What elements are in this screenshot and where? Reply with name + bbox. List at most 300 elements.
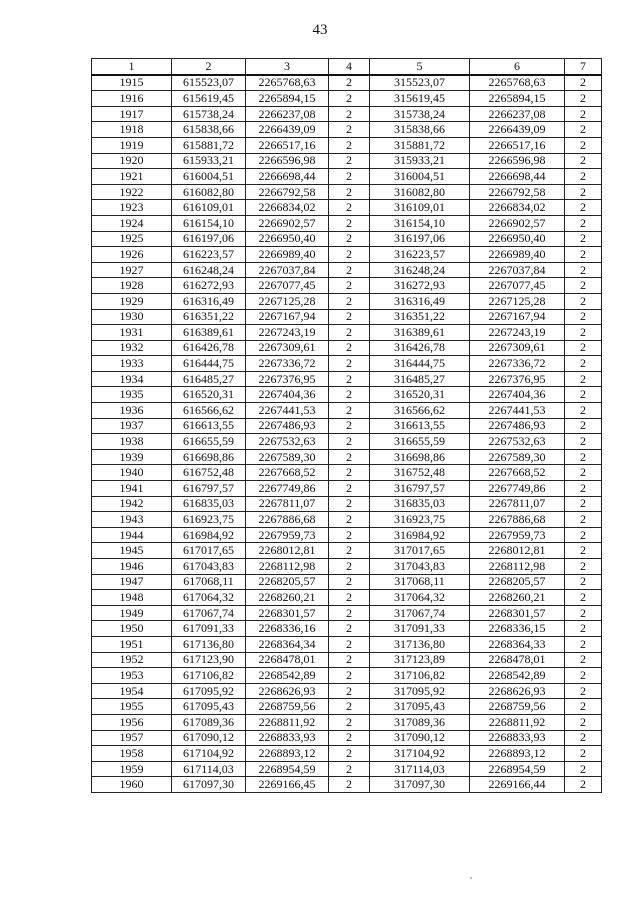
table-cell: 617104,92 [172,746,246,762]
table-cell: 616223,57 [172,247,246,263]
table-row [92,543,602,559]
table-cell: 2 [329,340,370,356]
table-row [92,153,602,169]
table-cell: 617095,43 [172,699,246,715]
table-cell: 2267243,19 [246,325,329,341]
table-cell: 2 [329,231,370,247]
table-cell: 317068,11 [370,574,470,590]
table-cell: 2 [329,184,370,200]
table-cell: 2266439,09 [246,122,329,138]
table-cell: 2267811,07 [246,496,329,512]
table-cell: 2266834,02 [246,200,329,216]
table-cell: 317114,03 [370,761,470,777]
table-cell: 2 [329,418,370,434]
table-cell: 2 [329,543,370,559]
table-cell: 1918 [92,122,172,138]
table-cell: 2 [565,761,602,777]
table-cell: 2266517,16 [246,137,329,153]
table-cell: 2 [329,527,370,543]
table-cell: 616444,75 [172,356,246,372]
table-cell: 2 [329,559,370,575]
table-row [92,636,602,652]
table-cell: 2 [329,169,370,185]
table-cell: 2 [329,403,370,419]
table-cell: 2267589,30 [470,449,565,465]
table-cell: 617068,11 [172,574,246,590]
header-cell: 2 [172,59,246,75]
table-cell: 2 [329,605,370,621]
table-cell: 2 [565,621,602,637]
table-cell: 315933,21 [370,153,470,169]
table-cell: 2267404,36 [246,387,329,403]
table-row [92,683,602,699]
table-row [92,356,602,372]
table-cell: 1943 [92,512,172,528]
table-cell: 2268626,93 [470,683,565,699]
table-cell: 2268811,92 [246,714,329,730]
table-cell: 2268833,93 [470,730,565,746]
table-cell: 2 [329,356,370,372]
table-cell: 317097,30 [370,777,470,793]
table-cell: 2268012,81 [470,543,565,559]
table-cell: 616389,61 [172,325,246,341]
table-cell: 317136,80 [370,636,470,652]
table-row [92,527,602,543]
table-cell: 1949 [92,605,172,621]
table-cell: 2266517,16 [470,137,565,153]
table-cell: 617043,83 [172,559,246,575]
table-cell: 1928 [92,278,172,294]
header-cell: 3 [246,59,329,75]
table-cell: 1947 [92,574,172,590]
table-cell: 617123,90 [172,652,246,668]
table-cell: 1934 [92,371,172,387]
table-row [92,652,602,668]
table-row [92,325,602,341]
table-cell: 616613,55 [172,418,246,434]
table-cell: 2268336,16 [246,621,329,637]
table-row [92,481,602,497]
table-cell: 2267404,36 [470,387,565,403]
header-cell: 7 [565,59,602,75]
table-cell: 317123,89 [370,652,470,668]
table-cell: 2 [565,481,602,497]
table-cell: 1923 [92,200,172,216]
table-cell: 2268478,01 [470,652,565,668]
table-cell: 315619,45 [370,91,470,107]
header-row [92,59,602,75]
table-cell: 616082,80 [172,184,246,200]
table-cell: 2 [565,309,602,325]
table-cell: 2265768,63 [246,75,329,91]
table-cell: 616351,22 [172,309,246,325]
table-cell: 1951 [92,636,172,652]
table-cell: 2 [565,418,602,434]
table-cell: 2 [565,184,602,200]
table-cell: 2267749,86 [470,481,565,497]
table-cell: 316613,55 [370,418,470,434]
table-body [92,75,602,793]
table-cell: 316426,78 [370,340,470,356]
table-cell: 2 [329,200,370,216]
table-cell: 2267811,07 [470,496,565,512]
table-cell: 2267167,94 [246,309,329,325]
table-cell: 2267125,28 [246,293,329,309]
table-cell: 316923,75 [370,512,470,528]
table-cell: 2 [565,106,602,122]
table-row [92,184,602,200]
table-cell: 1927 [92,262,172,278]
table-cell: 317067,74 [370,605,470,621]
table-cell: 2 [329,262,370,278]
table-cell: 2267077,45 [246,278,329,294]
table-cell: 316197,06 [370,231,470,247]
table-cell: 617017,65 [172,543,246,559]
table-cell: 2 [329,293,370,309]
table-cell: 2267532,63 [246,434,329,450]
table-cell: 2 [329,777,370,793]
table-cell: 316316,49 [370,293,470,309]
table-cell: 2266792,58 [470,184,565,200]
table-cell: 2 [565,636,602,652]
table-cell: 2267959,73 [470,527,565,543]
table-cell: 1929 [92,293,172,309]
table-row [92,746,602,762]
table-row [92,91,602,107]
table-cell: 1944 [92,527,172,543]
table-row [92,434,602,450]
table-cell: 1942 [92,496,172,512]
table-cell: 2 [565,215,602,231]
table-cell: 2 [565,293,602,309]
table-cell: 2 [329,714,370,730]
table-cell: 317095,43 [370,699,470,715]
table-cell: 2268954,59 [470,761,565,777]
table-cell: 316004,51 [370,169,470,185]
header-cell: 6 [470,59,565,75]
table-cell: 2268811,92 [470,714,565,730]
table-cell: 616197,06 [172,231,246,247]
table-cell: 317104,92 [370,746,470,762]
table-cell: 2268301,57 [470,605,565,621]
table-cell: 317106,82 [370,668,470,684]
table-row [92,496,602,512]
table-cell: 2 [565,652,602,668]
table-cell: 616797,57 [172,481,246,497]
table-cell: 617090,12 [172,730,246,746]
table-cell: 2 [329,481,370,497]
header-cell: 4 [329,59,370,75]
table-cell: 2 [565,714,602,730]
table-cell: 2 [329,387,370,403]
table-cell: 2267441,53 [246,403,329,419]
table-row [92,106,602,122]
table-cell: 316520,31 [370,387,470,403]
table-cell: 1920 [92,153,172,169]
table-cell: 2 [329,91,370,107]
table-cell: 2265894,15 [246,91,329,107]
table-cell: 2 [565,699,602,715]
table-cell: 2 [329,621,370,637]
table-row [92,590,602,606]
table-cell: 2 [329,247,370,263]
table-cell: 1932 [92,340,172,356]
table-row [92,122,602,138]
table-cell: 1959 [92,761,172,777]
table-cell: 2268759,56 [470,699,565,715]
table-cell: 616655,59 [172,434,246,450]
table-cell: 1950 [92,621,172,637]
table-cell: 316109,01 [370,200,470,216]
table-cell: 316389,61 [370,325,470,341]
table-cell: 616485,27 [172,371,246,387]
table-cell: 2 [565,449,602,465]
table-cell: 2 [565,777,602,793]
table-cell: 1945 [92,543,172,559]
table-cell: 2267886,68 [470,512,565,528]
table-cell: 2268112,98 [246,559,329,575]
table-cell: 2 [329,746,370,762]
table-cell: 2268012,81 [246,543,329,559]
table-cell: 2268833,93 [246,730,329,746]
table-cell: 2267336,72 [246,356,329,372]
table-cell: 2267668,52 [470,465,565,481]
table-cell: 1957 [92,730,172,746]
table-cell: 2 [565,387,602,403]
table-cell: 1930 [92,309,172,325]
table-cell: 2 [565,496,602,512]
table-cell: 616752,48 [172,465,246,481]
table-cell: 2268954,59 [246,761,329,777]
table-cell: 2 [565,730,602,746]
table-cell: 617064,32 [172,590,246,606]
table-cell: 2 [565,371,602,387]
table-cell: 2267486,93 [246,418,329,434]
table-cell: 2 [565,574,602,590]
table-cell: 316984,92 [370,527,470,543]
table-cell: 1925 [92,231,172,247]
table-cell: 1922 [92,184,172,200]
table-cell: 2268542,89 [470,668,565,684]
table-cell: 1936 [92,403,172,419]
page-number: 43 [312,22,328,38]
table-cell: 316797,57 [370,481,470,497]
table-cell: 2266902,57 [246,215,329,231]
table-cell: 317090,12 [370,730,470,746]
table-row [92,403,602,419]
table-row [92,371,602,387]
table-cell: 2 [565,122,602,138]
table-cell: 2268205,57 [246,574,329,590]
scan-speck [470,877,472,879]
table-cell: 1941 [92,481,172,497]
table-cell: 617089,36 [172,714,246,730]
table-cell: 2 [565,91,602,107]
table-cell: 2 [565,465,602,481]
table-cell: 615523,07 [172,75,246,91]
table-cell: 2268260,21 [470,590,565,606]
table-row [92,262,602,278]
table-cell: 316485,27 [370,371,470,387]
table-cell: 615881,72 [172,137,246,153]
table-cell: 2 [329,590,370,606]
table-cell: 617136,80 [172,636,246,652]
table-cell: 2266698,44 [470,169,565,185]
table-row [92,512,602,528]
table-cell: 316248,24 [370,262,470,278]
header-cell: 5 [370,59,470,75]
table-cell: 2266698,44 [246,169,329,185]
table-cell: 2268626,93 [246,683,329,699]
table-cell: 2268112,98 [470,559,565,575]
table-cell: 2 [329,496,370,512]
table-row [92,418,602,434]
table-cell: 1938 [92,434,172,450]
table-row [92,574,602,590]
table-row [92,465,602,481]
table-cell: 1953 [92,668,172,684]
table-cell: 2 [565,231,602,247]
table-cell: 2 [329,652,370,668]
table-cell: 2268478,01 [246,652,329,668]
table-cell: 617097,30 [172,777,246,793]
table-cell: 615619,45 [172,91,246,107]
table-cell: 2268301,57 [246,605,329,621]
table-cell: 2266237,08 [246,106,329,122]
table-cell: 2267749,86 [246,481,329,497]
table-cell: 2 [565,278,602,294]
table-cell: 2266950,40 [470,231,565,247]
table-row [92,247,602,263]
table-cell: 2 [565,247,602,263]
table-cell: 2 [329,761,370,777]
table-cell: 2266439,09 [470,122,565,138]
table-cell: 2 [329,278,370,294]
table-cell: 617067,74 [172,605,246,621]
table-row [92,714,602,730]
table-cell: 2 [565,559,602,575]
table-cell: 2267376,95 [246,371,329,387]
table-cell: 2266596,98 [246,153,329,169]
table-cell: 2 [329,309,370,325]
table-row [92,449,602,465]
table-cell: 1926 [92,247,172,263]
table-cell: 316154,10 [370,215,470,231]
table-cell: 2 [565,683,602,699]
table-cell: 2 [329,215,370,231]
table-cell: 2 [565,434,602,450]
table-cell: 2 [565,262,602,278]
table-cell: 616984,92 [172,527,246,543]
table-row [92,777,602,793]
table-cell: 2266902,57 [470,215,565,231]
table-cell: 316698,86 [370,449,470,465]
table-cell: 316272,93 [370,278,470,294]
table-cell: 2268336,15 [470,621,565,637]
table-cell: 2265894,15 [470,91,565,107]
table-cell: 1954 [92,683,172,699]
table-cell: 316566,62 [370,403,470,419]
table-cell: 2 [565,746,602,762]
table-cell: 2269166,45 [246,777,329,793]
table-cell: 2268893,12 [246,746,329,762]
table-cell: 616004,51 [172,169,246,185]
table-cell: 315881,72 [370,137,470,153]
table-cell: 2 [565,590,602,606]
table-cell: 316351,22 [370,309,470,325]
table-cell: 2 [329,325,370,341]
table-cell: 316223,57 [370,247,470,263]
table-cell: 2266950,40 [246,231,329,247]
table-cell: 617095,92 [172,683,246,699]
table-cell: 2267589,30 [246,449,329,465]
table-cell: 2269166,44 [470,777,565,793]
table-cell: 616154,10 [172,215,246,231]
table-cell: 2267668,52 [246,465,329,481]
table-cell: 2268893,12 [470,746,565,762]
table-cell: 616272,93 [172,278,246,294]
table-cell: 316752,48 [370,465,470,481]
table-cell: 2 [329,668,370,684]
table-cell: 2 [565,668,602,684]
table-cell: 2 [565,153,602,169]
table-cell: 2267037,84 [470,262,565,278]
table-row [92,605,602,621]
table-cell: 2 [565,527,602,543]
table-cell: 2267125,28 [470,293,565,309]
table-cell: 1915 [92,75,172,91]
table-row [92,231,602,247]
table-cell: 316835,03 [370,496,470,512]
table-cell: 2266989,40 [246,247,329,263]
table-cell: 2267037,84 [246,262,329,278]
table-cell: 2 [329,465,370,481]
table-cell: 317089,36 [370,714,470,730]
table-cell: 1955 [92,699,172,715]
table-cell: 615738,24 [172,106,246,122]
table-cell: 316444,75 [370,356,470,372]
coordinates-table [91,58,602,793]
table-row [92,730,602,746]
table-cell: 317043,83 [370,559,470,575]
table-cell: 2 [565,325,602,341]
header-cell: 1 [92,59,172,75]
table-cell: 2 [329,730,370,746]
table-cell: 1940 [92,465,172,481]
table-cell: 2268364,33 [470,636,565,652]
table-cell: 1952 [92,652,172,668]
table-cell: 317091,33 [370,621,470,637]
table-cell: 2267309,61 [470,340,565,356]
table-cell: 2 [329,75,370,91]
table-cell: 2266834,02 [470,200,565,216]
table-cell: 2267376,95 [470,371,565,387]
table-cell: 615933,21 [172,153,246,169]
table-cell: 317064,32 [370,590,470,606]
table-cell: 2 [329,137,370,153]
table-cell: 2266596,98 [470,153,565,169]
table-cell: 1931 [92,325,172,341]
table-cell: 1917 [92,106,172,122]
table-cell: 2266237,08 [470,106,565,122]
table-cell: 2267532,63 [470,434,565,450]
table-row [92,699,602,715]
table-header [92,59,602,75]
table-cell: 616566,62 [172,403,246,419]
table-cell: 617106,82 [172,668,246,684]
table-cell: 2 [565,605,602,621]
table-cell: 316082,80 [370,184,470,200]
